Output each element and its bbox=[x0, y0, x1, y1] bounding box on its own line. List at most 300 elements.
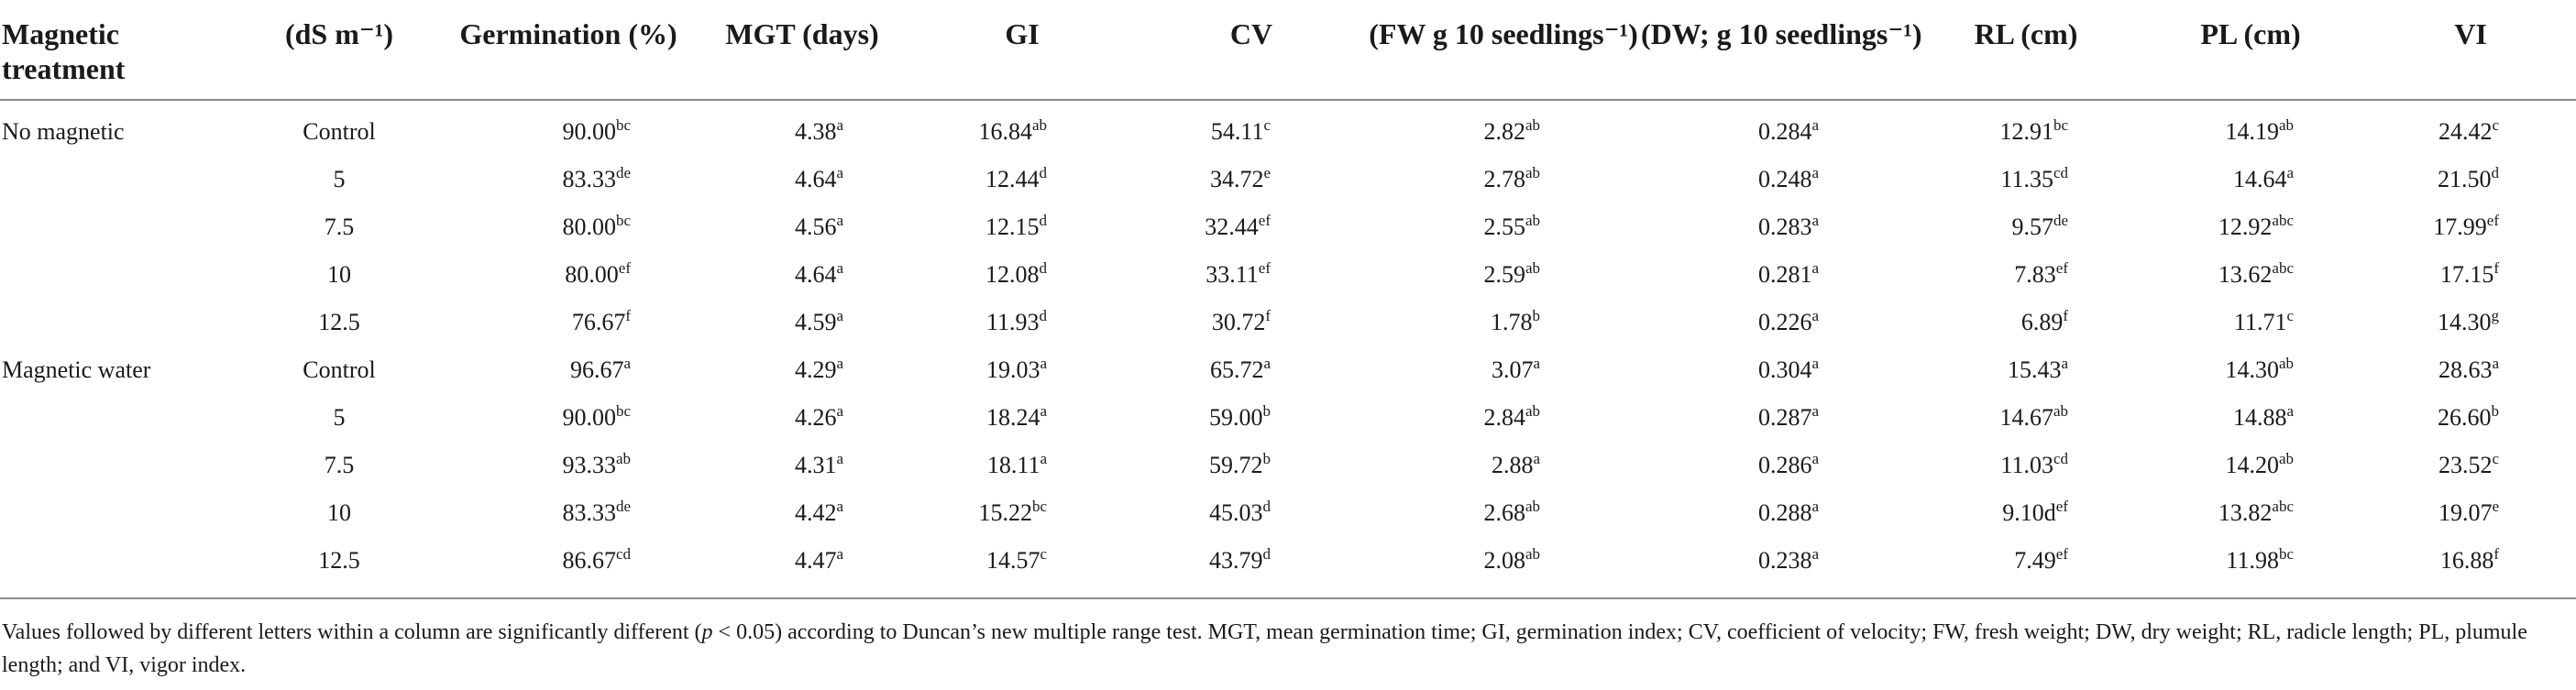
value-number: 9.10d bbox=[2002, 499, 2056, 526]
significance-letters: d bbox=[2491, 164, 2499, 181]
significance-letters: bc bbox=[615, 402, 631, 420]
table-body bbox=[0, 100, 2576, 585]
value-cell bbox=[697, 537, 908, 585]
treatment-cell bbox=[0, 489, 238, 537]
significance-letters: ef bbox=[2055, 259, 2068, 277]
value-number: 11.71 bbox=[2233, 309, 2287, 335]
significance-letters: ef bbox=[2486, 212, 2499, 229]
significance-letters: cd bbox=[2053, 450, 2068, 467]
value-cell bbox=[1366, 100, 1641, 156]
value-number: 83.33 bbox=[562, 166, 616, 192]
significance-letters: ef bbox=[2055, 545, 2068, 563]
value-number: 0.226 bbox=[1757, 309, 1812, 335]
significance-letters: ef bbox=[2055, 498, 2068, 515]
value-cell bbox=[1641, 156, 1916, 203]
value-number: 12.15 bbox=[985, 214, 1040, 240]
significance-letters: de bbox=[615, 498, 631, 515]
header-salinity: (dS m⁻¹) bbox=[284, 17, 394, 50]
value-cell bbox=[1916, 489, 2136, 537]
value-cell bbox=[697, 251, 908, 299]
significance-letters: e bbox=[1263, 164, 1271, 181]
value-cell bbox=[440, 394, 697, 442]
header-germination: Germination (%) bbox=[459, 17, 677, 50]
header-rl: RL (cm) bbox=[1974, 17, 2078, 50]
value-cell bbox=[1137, 156, 1366, 203]
value-cell bbox=[908, 537, 1137, 585]
value-cell bbox=[908, 346, 1137, 394]
significance-letters: a bbox=[1811, 498, 1819, 515]
value-number: 6.89 bbox=[2020, 309, 2064, 335]
value-number: 93.33 bbox=[562, 452, 616, 478]
value-cell bbox=[2365, 394, 2576, 442]
salinity-level-cell: Control bbox=[303, 118, 376, 145]
footnote-p-symbol: p bbox=[701, 620, 713, 644]
value-cell bbox=[908, 489, 1137, 537]
significance-letters: ab bbox=[1031, 116, 1047, 134]
significance-letters: a bbox=[2286, 164, 2294, 181]
significance-letters: a bbox=[623, 355, 631, 372]
value-cell bbox=[1641, 251, 1916, 299]
value-number: 90.00 bbox=[562, 118, 616, 145]
significance-letters: a bbox=[1263, 355, 1271, 372]
value-cell bbox=[1137, 442, 1366, 489]
value-number: 14.64 bbox=[2232, 166, 2287, 192]
value-number: 34.72 bbox=[1209, 166, 1264, 192]
value-cell bbox=[697, 442, 908, 489]
value-number: 18.11 bbox=[986, 452, 1040, 478]
table-row bbox=[0, 537, 2576, 585]
significance-letters: a bbox=[1811, 545, 1819, 563]
significance-letters: a bbox=[1533, 355, 1540, 372]
significance-letters: a bbox=[1811, 450, 1819, 467]
value-number: 15.22 bbox=[978, 499, 1032, 526]
value-cell bbox=[1137, 394, 1366, 442]
salinity-level-cell: 12.5 bbox=[318, 309, 360, 335]
value-cell bbox=[1137, 537, 1366, 585]
significance-letters: b bbox=[2491, 402, 2499, 420]
value-number: 14.30 bbox=[2225, 356, 2279, 383]
significance-letters: ab bbox=[2278, 355, 2294, 372]
value-number: 17.15 bbox=[2439, 261, 2494, 288]
significance-letters: ab bbox=[1525, 259, 1540, 277]
significance-letters: de bbox=[2053, 212, 2068, 229]
value-number: 4.64 bbox=[794, 166, 837, 192]
value-cell bbox=[697, 203, 908, 251]
table-row bbox=[0, 100, 2576, 156]
value-number: 23.52 bbox=[2438, 452, 2493, 478]
treatment-cell bbox=[0, 203, 238, 251]
value-number: 2.84 bbox=[1483, 404, 1525, 431]
value-cell bbox=[440, 299, 697, 346]
value-cell bbox=[2365, 156, 2576, 203]
significance-letters: ab bbox=[1525, 545, 1540, 563]
treatment-cell bbox=[0, 251, 238, 299]
significance-letters: c bbox=[1263, 116, 1271, 134]
value-cell bbox=[440, 537, 697, 585]
value-number: 0.287 bbox=[1757, 404, 1812, 431]
value-cell bbox=[1366, 203, 1641, 251]
value-cell bbox=[1916, 346, 2136, 394]
value-number: 1.78 bbox=[1491, 309, 1533, 335]
value-cell bbox=[1366, 156, 1641, 203]
value-cell bbox=[908, 299, 1137, 346]
significance-letters: ab bbox=[1525, 116, 1540, 134]
value-cell bbox=[908, 156, 1137, 203]
header-row bbox=[0, 7, 2576, 100]
value-number: 83.33 bbox=[562, 499, 616, 526]
treatment-cell bbox=[0, 394, 238, 442]
value-cell bbox=[697, 100, 908, 156]
value-number: 17.99 bbox=[2433, 214, 2487, 240]
value-cell bbox=[1641, 203, 1916, 251]
value-cell bbox=[908, 394, 1137, 442]
value-cell bbox=[908, 251, 1137, 299]
significance-letters: d bbox=[1262, 545, 1271, 563]
value-number: 80.00 bbox=[565, 261, 619, 288]
value-cell bbox=[1916, 251, 2136, 299]
significance-letters: cd bbox=[615, 545, 631, 563]
value-number: 14.88 bbox=[2232, 404, 2287, 431]
value-cell bbox=[1366, 394, 1641, 442]
significance-letters: a bbox=[1040, 450, 1047, 467]
header-pl: PL (cm) bbox=[2200, 17, 2301, 50]
salinity-level-cell: 7.5 bbox=[324, 214, 355, 240]
significance-letters: c bbox=[2492, 450, 2499, 467]
value-cell bbox=[1366, 537, 1641, 585]
value-number: 24.42 bbox=[2438, 118, 2493, 145]
value-cell bbox=[1916, 537, 2136, 585]
table-row bbox=[0, 346, 2576, 394]
value-number: 45.03 bbox=[1209, 499, 1263, 526]
value-number: 59.00 bbox=[1209, 404, 1263, 431]
significance-letters: g bbox=[2491, 307, 2499, 324]
significance-letters: a bbox=[1811, 116, 1819, 134]
value-number: 30.72 bbox=[1211, 309, 1266, 335]
value-cell bbox=[1137, 203, 1366, 251]
value-cell bbox=[1916, 442, 2136, 489]
value-number: 59.72 bbox=[1209, 452, 1263, 478]
value-number: 13.82 bbox=[2218, 499, 2273, 526]
header-gi: GI bbox=[1005, 17, 1040, 50]
value-cell bbox=[2365, 442, 2576, 489]
value-cell bbox=[2136, 394, 2365, 442]
value-number: 12.92 bbox=[2218, 214, 2273, 240]
value-number: 4.31 bbox=[794, 452, 837, 478]
significance-letters: a bbox=[836, 307, 843, 324]
salinity-level-cell: Control bbox=[303, 356, 376, 383]
significance-letters: ef bbox=[618, 259, 631, 277]
salinity-level-cell: 10 bbox=[327, 261, 351, 288]
value-number: 2.59 bbox=[1483, 261, 1525, 288]
value-number: 18.24 bbox=[985, 404, 1040, 431]
salinity-level-cell: 7.5 bbox=[324, 452, 355, 478]
table-row bbox=[0, 489, 2576, 537]
value-number: 11.93 bbox=[985, 309, 1040, 335]
value-number: 0.288 bbox=[1757, 499, 1812, 526]
significance-letters: a bbox=[836, 402, 843, 420]
significance-letters: f bbox=[2493, 259, 2499, 277]
value-cell bbox=[1641, 489, 1916, 537]
significance-letters: b bbox=[1532, 307, 1540, 324]
value-cell bbox=[2136, 537, 2365, 585]
value-cell bbox=[908, 100, 1137, 156]
significance-letters: a bbox=[1040, 355, 1047, 372]
treatment-cell bbox=[0, 442, 238, 489]
value-number: 12.91 bbox=[1999, 118, 2053, 145]
significance-letters: bc bbox=[1031, 498, 1047, 515]
footnote-text-before: Values followed by different letters within a column are significantly different ( bbox=[2, 620, 702, 644]
table-row bbox=[0, 299, 2576, 346]
treatment-cell: No magnetic bbox=[2, 118, 125, 145]
significance-letters: b bbox=[1262, 402, 1271, 420]
value-cell bbox=[1916, 394, 2136, 442]
footnote-text-after: < 0.05) according to Duncan’s new multiple range test. MGT, mean germination time; GI, germination index; CV, coefficient of velocity; FW, fresh weight; DW, dry weight; RL, radicle length; PL, plumule length; and VI, vigor index. bbox=[2, 620, 2527, 677]
value-number: 14.19 bbox=[2225, 118, 2279, 145]
value-number: 65.72 bbox=[1209, 356, 1264, 383]
value-cell bbox=[1641, 537, 1916, 585]
value-number: 0.281 bbox=[1757, 261, 1812, 288]
value-number: 14.20 bbox=[2225, 452, 2279, 478]
significance-letters: abc bbox=[2272, 212, 2294, 229]
value-number: 54.11 bbox=[1210, 118, 1264, 145]
value-cell bbox=[1641, 394, 1916, 442]
value-cell bbox=[2365, 489, 2576, 537]
treatment-cell bbox=[0, 537, 238, 585]
value-cell bbox=[697, 346, 908, 394]
significance-letters: a bbox=[1533, 450, 1540, 467]
significance-letters: a bbox=[836, 355, 843, 372]
value-cell bbox=[1137, 489, 1366, 537]
value-number: 28.63 bbox=[2438, 356, 2493, 383]
value-cell bbox=[697, 156, 908, 203]
value-number: 15.43 bbox=[2007, 356, 2062, 383]
value-number: 16.88 bbox=[2439, 547, 2494, 574]
value-number: 2.08 bbox=[1483, 547, 1525, 574]
significance-letters: a bbox=[2492, 355, 2499, 372]
header-fw: (FW g 10 seedlings⁻¹) bbox=[1369, 17, 1638, 50]
treatment-cell bbox=[0, 156, 238, 203]
table-row bbox=[0, 442, 2576, 489]
table-row bbox=[0, 251, 2576, 299]
value-cell bbox=[1137, 299, 1366, 346]
header-cv: CV bbox=[1229, 17, 1273, 50]
value-cell bbox=[440, 203, 697, 251]
value-cell bbox=[1366, 346, 1641, 394]
value-number: 0.304 bbox=[1757, 356, 1812, 383]
value-number: 11.98 bbox=[2226, 547, 2279, 574]
significance-letters: d bbox=[1039, 164, 1047, 181]
value-number: 0.238 bbox=[1757, 547, 1812, 574]
value-cell bbox=[440, 100, 697, 156]
value-number: 2.68 bbox=[1483, 499, 1525, 526]
value-number: 7.83 bbox=[2014, 261, 2056, 288]
significance-letters: ab bbox=[615, 450, 631, 467]
significance-letters: ef bbox=[1258, 259, 1271, 277]
value-number: 16.84 bbox=[978, 118, 1032, 145]
value-cell bbox=[440, 251, 697, 299]
value-number: 14.57 bbox=[985, 547, 1040, 574]
significance-letters: ef bbox=[1258, 212, 1271, 229]
value-number: 19.03 bbox=[985, 356, 1040, 383]
value-number: 21.50 bbox=[2438, 166, 2492, 192]
significance-letters: a bbox=[2061, 355, 2068, 372]
value-number: 4.64 bbox=[794, 261, 837, 288]
value-cell bbox=[2365, 346, 2576, 394]
value-number: 26.60 bbox=[2438, 404, 2492, 431]
value-number: 0.284 bbox=[1757, 118, 1812, 145]
value-number: 3.07 bbox=[1491, 356, 1534, 383]
table-row bbox=[0, 156, 2576, 203]
value-number: 76.67 bbox=[571, 309, 626, 335]
results-table bbox=[0, 7, 2576, 585]
value-cell bbox=[2136, 442, 2365, 489]
value-cell bbox=[1916, 203, 2136, 251]
significance-letters: bc bbox=[2053, 116, 2068, 134]
significance-letters: a bbox=[836, 450, 843, 467]
header-magnetic-treatment: Magnetic treatment bbox=[2, 17, 126, 85]
value-cell bbox=[440, 489, 697, 537]
significance-letters: d bbox=[1039, 307, 1047, 324]
value-cell bbox=[1137, 346, 1366, 394]
value-cell bbox=[1916, 156, 2136, 203]
value-cell bbox=[908, 203, 1137, 251]
significance-letters: a bbox=[1811, 259, 1819, 277]
treatment-cell: Magnetic water bbox=[2, 356, 151, 383]
significance-letters: abc bbox=[2272, 498, 2294, 515]
value-cell bbox=[2136, 251, 2365, 299]
salinity-level-cell: 5 bbox=[333, 404, 346, 431]
value-number: 19.07 bbox=[2438, 499, 2493, 526]
value-number: 13.62 bbox=[2218, 261, 2273, 288]
value-cell bbox=[440, 442, 697, 489]
value-cell bbox=[908, 442, 1137, 489]
value-cell bbox=[2365, 203, 2576, 251]
significance-letters: bc bbox=[2278, 545, 2294, 563]
significance-letters: ab bbox=[1525, 498, 1540, 515]
value-cell bbox=[2365, 537, 2576, 585]
significance-letters: de bbox=[615, 164, 631, 181]
significance-letters: cd bbox=[2053, 164, 2068, 181]
value-cell bbox=[1916, 100, 2136, 156]
value-number: 9.57 bbox=[2011, 214, 2053, 240]
significance-letters: ab bbox=[1525, 164, 1540, 181]
significance-letters: a bbox=[2286, 402, 2294, 420]
value-number: 4.59 bbox=[794, 309, 837, 335]
value-cell bbox=[1641, 442, 1916, 489]
significance-letters: ab bbox=[2278, 450, 2294, 467]
significance-letters: ab bbox=[2278, 116, 2294, 134]
significance-letters: a bbox=[836, 545, 843, 563]
value-number: 2.88 bbox=[1491, 452, 1534, 478]
value-number: 7.49 bbox=[2014, 547, 2056, 574]
significance-letters: b bbox=[1262, 450, 1271, 467]
significance-letters: a bbox=[836, 164, 843, 181]
value-number: 11.03 bbox=[2000, 452, 2053, 478]
significance-letters: f bbox=[1265, 307, 1271, 324]
header-dw: (DW; g 10 seedlings⁻¹) bbox=[1641, 17, 1922, 50]
value-cell bbox=[2365, 251, 2576, 299]
value-cell bbox=[2136, 100, 2365, 156]
value-cell bbox=[1916, 299, 2136, 346]
value-number: 4.38 bbox=[794, 118, 837, 145]
value-number: 14.67 bbox=[1999, 404, 2053, 431]
significance-letters: a bbox=[1811, 307, 1819, 324]
value-number: 0.283 bbox=[1757, 214, 1812, 240]
significance-letters: bc bbox=[615, 212, 631, 229]
significance-letters: a bbox=[1811, 402, 1819, 420]
value-number: 4.29 bbox=[794, 356, 837, 383]
value-number: 96.67 bbox=[569, 356, 624, 383]
salinity-level-cell: 12.5 bbox=[318, 547, 360, 574]
value-number: 0.248 bbox=[1757, 166, 1812, 192]
significance-letters: ab bbox=[2053, 402, 2068, 420]
value-cell bbox=[1366, 489, 1641, 537]
table-footnote bbox=[2, 616, 2559, 682]
value-number: 14.30 bbox=[2438, 309, 2492, 335]
value-cell bbox=[697, 394, 908, 442]
significance-letters: c bbox=[1040, 545, 1047, 563]
value-cell bbox=[1366, 442, 1641, 489]
value-cell bbox=[1641, 346, 1916, 394]
value-cell bbox=[1641, 299, 1916, 346]
value-number: 2.78 bbox=[1483, 166, 1525, 192]
significance-letters: d bbox=[1039, 212, 1047, 229]
value-number: 2.82 bbox=[1483, 118, 1525, 145]
significance-letters: e bbox=[2492, 498, 2499, 515]
significance-letters: ab bbox=[1525, 402, 1540, 420]
value-cell bbox=[2365, 299, 2576, 346]
significance-letters: bc bbox=[615, 116, 631, 134]
significance-letters: ab bbox=[1525, 212, 1540, 229]
value-cell bbox=[697, 299, 908, 346]
header-vi: VI bbox=[2454, 17, 2487, 50]
significance-letters: a bbox=[836, 212, 843, 229]
value-cell bbox=[1137, 251, 1366, 299]
significance-letters: a bbox=[1811, 212, 1819, 229]
value-number: 43.79 bbox=[1209, 547, 1263, 574]
value-number: 4.56 bbox=[794, 214, 837, 240]
value-number: 33.11 bbox=[1205, 261, 1259, 288]
treatment-cell bbox=[0, 299, 238, 346]
significance-letters: f bbox=[2063, 307, 2068, 324]
value-cell bbox=[1641, 100, 1916, 156]
significance-letters: a bbox=[836, 498, 843, 515]
value-cell bbox=[697, 489, 908, 537]
significance-letters: d bbox=[1262, 498, 1271, 515]
value-number: 80.00 bbox=[562, 214, 616, 240]
value-number: 90.00 bbox=[562, 404, 616, 431]
significance-letters: d bbox=[1039, 259, 1047, 277]
value-number: 2.55 bbox=[1483, 214, 1525, 240]
significance-letters: a bbox=[836, 116, 843, 134]
value-cell bbox=[440, 156, 697, 203]
significance-letters: c bbox=[2492, 116, 2499, 134]
significance-letters: c bbox=[2286, 307, 2294, 324]
significance-letters: a bbox=[836, 259, 843, 277]
significance-letters: f bbox=[625, 307, 631, 324]
value-cell bbox=[2136, 203, 2365, 251]
value-number: 12.44 bbox=[985, 166, 1040, 192]
significance-letters: abc bbox=[2272, 259, 2294, 277]
value-number: 4.42 bbox=[794, 499, 837, 526]
value-number: 12.08 bbox=[985, 261, 1040, 288]
value-cell bbox=[2136, 299, 2365, 346]
value-number: 4.47 bbox=[794, 547, 837, 574]
salinity-level-cell: 5 bbox=[333, 166, 346, 192]
value-cell bbox=[1366, 299, 1641, 346]
value-number: 0.286 bbox=[1757, 452, 1812, 478]
header-mgt: MGT (days) bbox=[725, 17, 879, 50]
